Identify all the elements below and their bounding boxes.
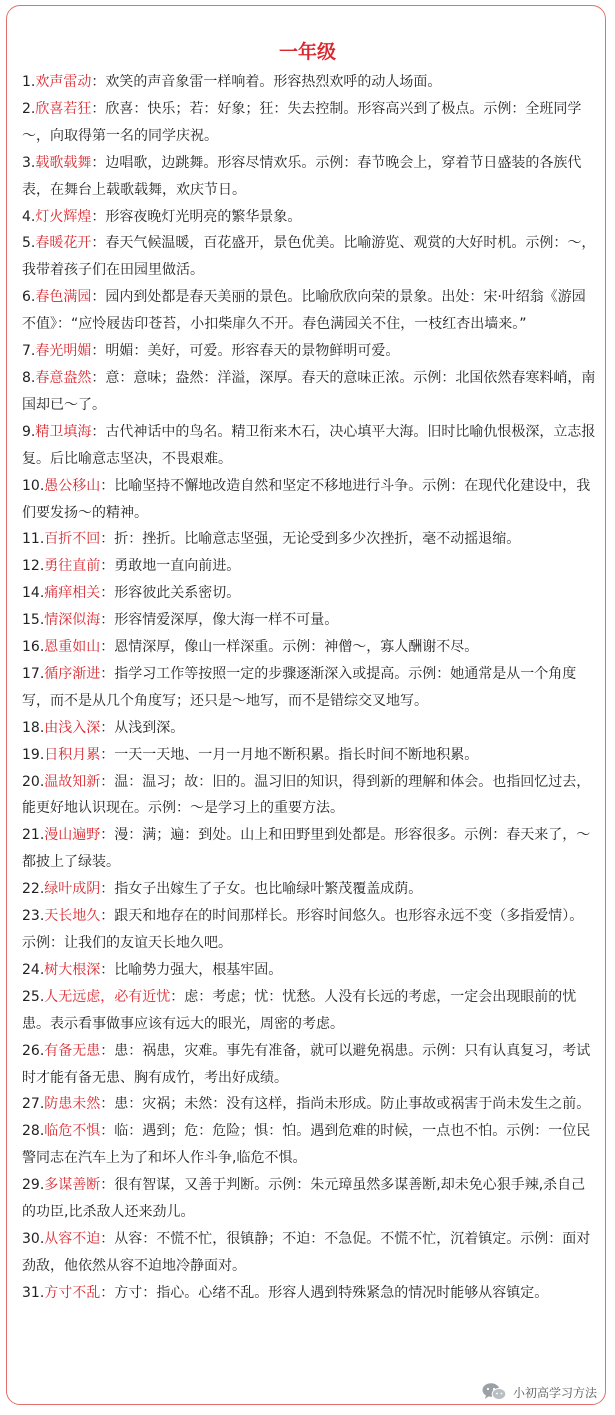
entry-number: 14.: [22, 585, 45, 602]
idiom-definition: ：折：挫折。比喻意志坚强，无论受到多少次挫折，毫不动摇退缩。: [100, 531, 521, 548]
idiom-entry: [22, 150, 597, 204]
entry-number: 20.: [22, 773, 45, 790]
idiom-term: 欢声雷动: [35, 74, 92, 90]
idiom-term: 痛痒相关: [44, 585, 101, 602]
idiom-list: [22, 69, 597, 1307]
idiom-term: 循序渐进: [44, 665, 101, 682]
idiom-definition: ：形容夜晚灯光明亮的繁华景象。: [91, 208, 302, 225]
entry-number: 15.: [22, 612, 45, 629]
idiom-definition: ：患：祸患，灾难。事先有准备，就可以避免祸患。示例：只有认真复习，考试时才能有备无患、胸有成竹，考出好成绩。: [22, 1042, 591, 1086]
idiom-term: 春色满园: [35, 289, 92, 306]
entry-number: 17.: [22, 665, 45, 682]
idiom-entry: [22, 96, 597, 150]
idiom-definition: ：比喻坚持不懈地改造自然和坚定不移地进行斗争。示例：在现代化建设中，我们要发扬～的精神。: [22, 477, 591, 521]
idiom-definition: ：勇敢地一直向前进。: [100, 558, 241, 575]
idiom-term: 有备无患: [44, 1042, 101, 1059]
idiom-definition: ：指女子出嫁生了子女。也比喻绿叶繁茂覆盖成荫。: [100, 881, 423, 898]
entry-number: 5.: [22, 235, 36, 252]
entry-number: 22.: [22, 881, 45, 898]
idiom-term: 绿叶成阴: [44, 881, 101, 898]
idiom-definition: ：指学习工作等按照一定的步骤逐渐深入或提高。示例：她通常是从一个角度写，而不是从几个角度写；还只是～地写，而不是错综交叉地写。: [22, 665, 577, 709]
idiom-definition: ：临：遇到；危：危险；惧：怕。遇到危难的时候，一点也不怕。示例：一位民警同志在汽车上为了和坏人作斗争,临危不惧。: [22, 1123, 591, 1167]
entry-number: 30.: [22, 1230, 45, 1247]
idiom-entry: [22, 661, 597, 715]
idiom-entry: [22, 1091, 597, 1118]
idiom-definition: ：恩情深厚，像山一样深重。示例：神僧～，寡人酬谢不尽。: [100, 639, 479, 656]
idiom-definition: ：漫：满；遍：到处。山上和田野里到处都是。形容很多。示例：春天来了，～都披上了绿装。: [22, 827, 591, 871]
idiom-term: 情深似海: [44, 612, 101, 629]
idiom-entry: [22, 1280, 597, 1307]
entry-number: 26.: [22, 1042, 45, 1059]
idiom-entry: [22, 1226, 597, 1280]
idiom-definition: ：跟天和地存在的时间那样长。形容时间悠久。也形容永远不变（多指爱情）。示例：让我们的友谊天长地久吧。: [22, 908, 584, 951]
entry-number: 12.: [22, 558, 45, 575]
entry-number: 29.: [22, 1177, 45, 1194]
idiom-term: 树大根深: [44, 961, 101, 978]
page-title: 一年级: [278, 41, 336, 63]
idiom-term: 愚公移山: [44, 477, 101, 494]
entry-number: 16.: [22, 639, 45, 656]
idiom-definition: ：园内到处都是春天美丽的景色。比喻欣欣向荣的景象。出处：宋·叶绍翁《游园不值》：“应怜屐齿印苍苔，小扣柴扉久不开。春色满园关不住，一枝红杏出墙来。”: [22, 289, 586, 333]
entry-number: 10.: [22, 477, 45, 494]
idiom-definition: ：边唱歌，边跳舞。形容尽情欢乐。示例：春节晚会上，穿着节日盛装的各族代表，在舞台上载歌载舞，欢庆节日。: [22, 154, 582, 198]
idiom-definition: ：温：温习；故：旧的。温习旧的知识，得到新的理解和体会。也指回忆过去，能更好地认识现在。示例：～是学习上的重要方法。: [22, 773, 591, 817]
idiom-entry: [22, 903, 597, 957]
idiom-term: 日积月累: [44, 746, 101, 763]
idiom-entry: [22, 230, 597, 284]
entry-number: 21.: [22, 827, 45, 844]
idiom-term: 载歌载舞: [35, 154, 92, 171]
idiom-definition: ：古代神话中的鸟名。精卫衔来木石，决心填平大海。旧时比喻仇恨极深，立志报复。后比喻意志坚决，不畏艰难。: [22, 423, 596, 467]
idiom-entry: [22, 822, 597, 876]
idiom-definition: ：形容彼此关系密切。: [100, 585, 241, 602]
idiom-term: 欣喜若狂: [35, 100, 92, 117]
idiom-entry: [22, 204, 597, 231]
idiom-entry: [22, 365, 597, 419]
entry-number: 19.: [22, 746, 45, 763]
entry-number: 6.: [22, 289, 36, 306]
idiom-definition: ：一天一天地、一月一月地不断积累。指长时间不断地积累。: [100, 746, 479, 763]
idiom-term: 漫山遍野: [44, 827, 101, 844]
idiom-entry: [22, 1038, 597, 1092]
entry-number: 27.: [22, 1096, 45, 1113]
idiom-entry: [22, 419, 597, 473]
idiom-entry: [22, 338, 597, 365]
idiom-definition: ：明媚：美好，可爱。形容春天的景物鲜明可爱。: [91, 343, 400, 360]
idiom-term: 春暖花开: [35, 235, 92, 252]
idiom-definition: ：春天气候温暖，百花盛开，景色优美。比喻游览、观赏的大好时机。示例：～，我带着孩子们在田园里做活。: [22, 235, 596, 279]
idiom-entry: [22, 769, 597, 823]
idiom-term: 防患未然: [44, 1096, 101, 1113]
idiom-definition: ：比喻势力强大，根基牢固。: [100, 961, 283, 978]
idiom-term: 方寸不乱: [44, 1284, 101, 1301]
entry-number: 23.: [22, 908, 45, 925]
idiom-definition: ：从浅到深。: [100, 719, 185, 736]
idiom-entry: [22, 69, 597, 96]
idiom-entry: [22, 957, 597, 984]
entry-number: 25.: [22, 988, 45, 1005]
idiom-entry: [22, 1118, 597, 1172]
idiom-definition: ：欢笑的声音象雷一样响着。形容热烈欢呼的动人场面。: [91, 74, 442, 90]
idiom-entry: [22, 607, 597, 634]
idiom-definition: ：虑：考虑；忧：忧愁。人没有长远的考虑，一定会出现眼前的忧患。表示看事做事应该有远大的眼光，周密的考虑。: [22, 988, 577, 1032]
idiom-definition: ：很有智谋，又善于判断。示例：朱元璋虽然多谋善断,却未免心狠手辣,杀自己的功臣,比杀敌人还来劲儿。: [22, 1177, 586, 1221]
entry-number: 18.: [22, 719, 45, 736]
entry-number: 9.: [22, 423, 36, 440]
idiom-term: 百折不回: [44, 531, 101, 548]
idiom-definition: ：患：灾祸；未然：没有这样，指尚未形成。防止事故或祸害于尚未发生之前。: [100, 1096, 591, 1113]
idiom-definition: ：欣喜：快乐；若：好象；狂：失去控制。形容高兴到了极点。示例：全班同学～，向取得第一名的同学庆祝。: [22, 100, 582, 144]
idiom-entry: [22, 984, 597, 1038]
idiom-definition: ：方寸：指心。心绪不乱。形容人遇到特殊紧急的情况时能够从容镇定。: [100, 1284, 549, 1301]
entry-number: 8.: [22, 369, 36, 386]
idiom-entry: [22, 553, 597, 580]
idiom-entry: [22, 580, 597, 607]
entry-number: 2.: [22, 100, 36, 117]
entry-number: 11.: [22, 531, 45, 548]
brand-name: 小初高学习方法: [512, 1385, 597, 1400]
idiom-entry: [22, 715, 597, 742]
idiom-definition: ：从容：不慌不忙，很镇静；不迫：不急促。不慌不忙，沉着镇定。示例：面对劲敌，他依然从容不迫地冷静面对。: [22, 1230, 591, 1274]
idiom-term: 灯火辉煌: [35, 208, 92, 225]
entry-number: 31.: [22, 1284, 45, 1301]
idiom-entry: [22, 284, 597, 338]
idiom-term: 多谋善断: [44, 1177, 101, 1194]
entry-number: 1.: [22, 74, 36, 90]
idiom-term: 温故知新: [44, 773, 101, 790]
idiom-definition: ：形容情爱深厚，像大海一样不可量。: [100, 612, 339, 629]
idiom-term: 恩重如山: [44, 639, 101, 656]
entry-number: 3.: [22, 154, 36, 171]
entry-number: 24.: [22, 961, 45, 978]
idiom-term: 从容不迫: [44, 1230, 101, 1247]
idiom-entry: [22, 742, 597, 769]
idiom-entry: [22, 876, 597, 903]
idiom-term: 勇往直前: [44, 558, 101, 575]
idiom-entry: [22, 473, 597, 527]
idiom-entry: [22, 526, 597, 553]
idiom-entry: [22, 634, 597, 661]
idiom-term: 精卫填海: [35, 423, 92, 440]
wechat-icon: [481, 1382, 507, 1402]
idiom-entry: [22, 1172, 597, 1226]
idiom-term: 临危不惧: [44, 1123, 101, 1140]
entry-number: 7.: [22, 343, 36, 360]
idiom-term: 春意盎然: [35, 369, 92, 386]
idiom-term: 天长地久: [44, 908, 101, 925]
entry-number: 28.: [22, 1123, 45, 1140]
entry-number: 4.: [22, 208, 36, 225]
idiom-definition: ：意：意味；盎然：洋溢，深厚。春天的意味正浓。示例：北国依然春寒料峭，南国却已～了。: [22, 369, 596, 413]
watermark: [481, 1381, 597, 1403]
idiom-term: 春光明媚: [35, 343, 92, 360]
idiom-term: 人无远虑，必有近忧: [44, 988, 171, 1005]
idiom-term: 由浅入深: [44, 719, 101, 736]
